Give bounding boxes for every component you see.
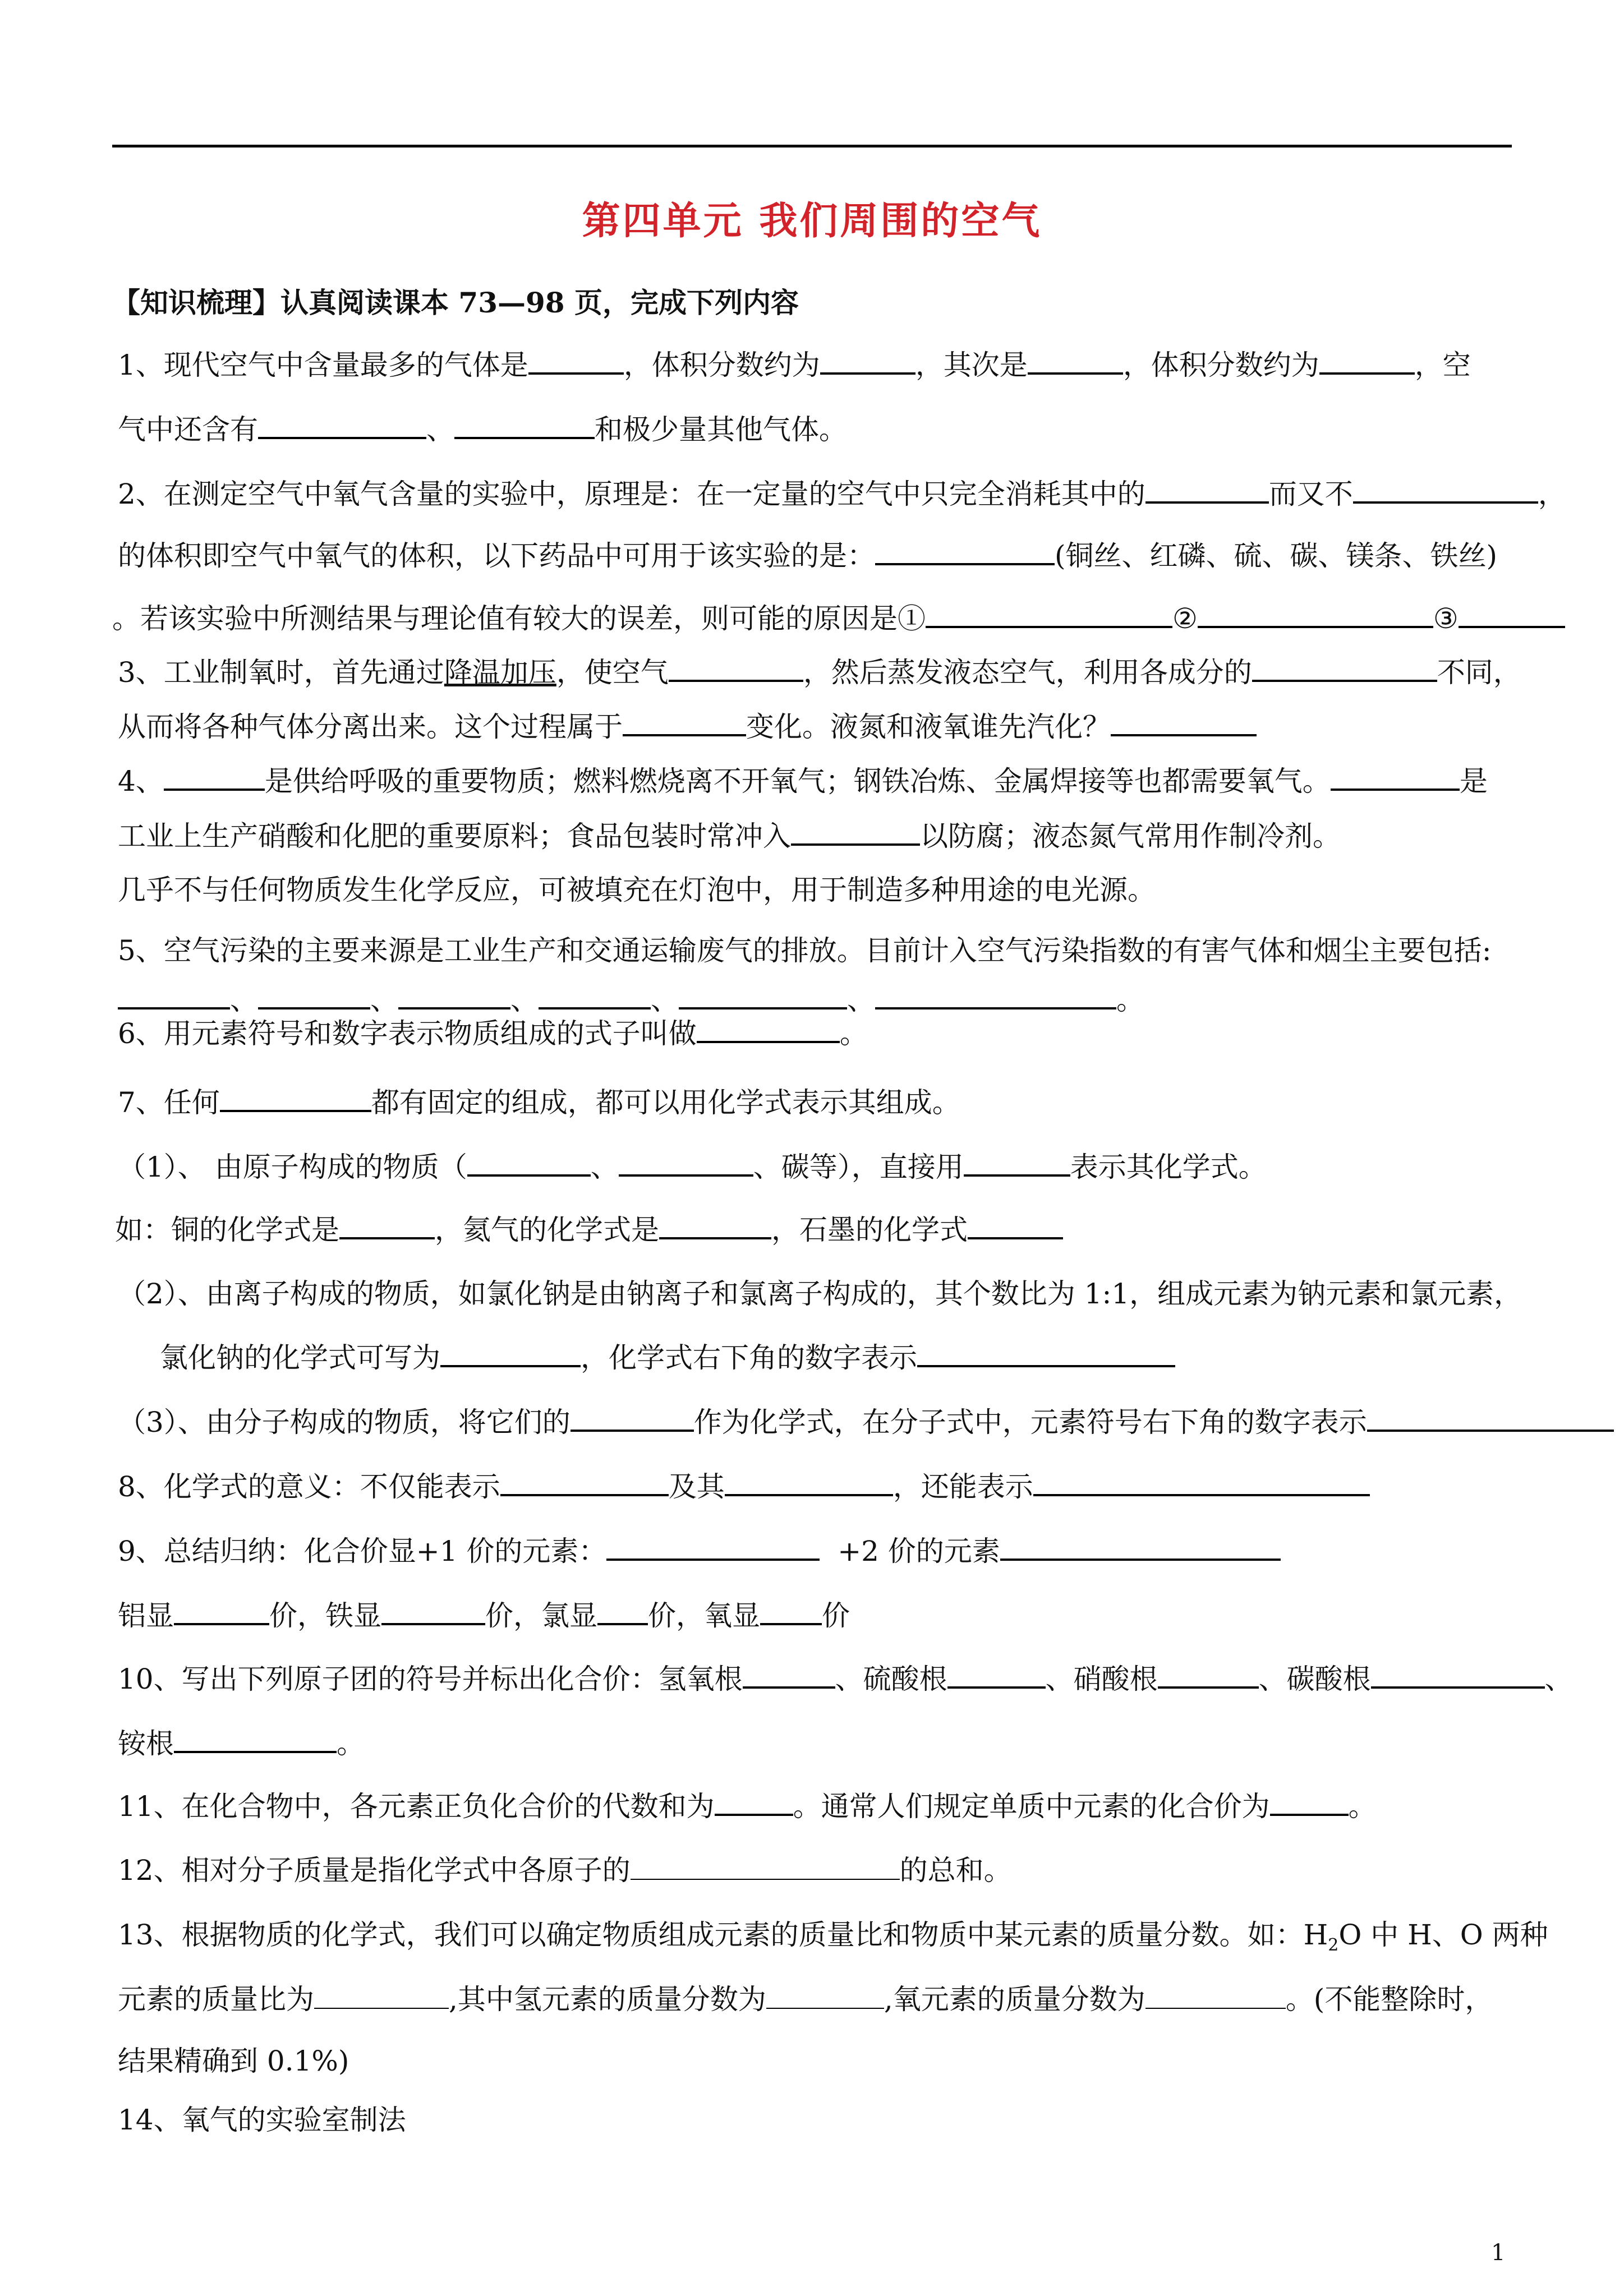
blank[interactable] <box>1033 1469 1370 1496</box>
blank[interactable] <box>659 1212 771 1239</box>
blank[interactable] <box>760 1598 822 1625</box>
question-4-line-2: 工业上生产硝酸和化肥的重要原料；食品包装时常冲入 以防腐；液态氮气常用作制冷剂。 <box>118 820 1341 852</box>
blank[interactable] <box>964 1150 1070 1177</box>
blank[interactable] <box>539 983 651 1009</box>
blank[interactable] <box>398 983 510 1009</box>
question-10-cont: 铵根 。 <box>118 1727 365 1760</box>
question-12: 12、相对分子质量是指化学式中各原子的 的总和。 <box>118 1854 1012 1887</box>
blank[interactable] <box>1353 477 1538 504</box>
question-8: 8、化学式的意义：不仅能表示 及其 ，还能表示 <box>118 1469 1370 1504</box>
blank[interactable] <box>766 1983 884 2009</box>
question-2-line-3: 。若该实验中所测结果与理论值有较大的误差，则可能的原因是① ② ③ <box>112 601 1565 635</box>
section-subtitle: 【知识梳理】认真阅读课本 73—98 页，完成下列内容 <box>112 286 799 319</box>
blank[interactable] <box>725 1469 893 1496</box>
question-7-part-3: （3）、由分子构成的物质，将它们的 作为化学式，在分子式中，元素符号右下角的数字表示 <box>118 1405 1614 1439</box>
question-1-line-1: 1、现代空气中含量最多的气体是 ，体积分数约为 ，其次是 ，体积分数约为 ，空 <box>118 349 1471 381</box>
question-13-note: 结果精确到 0.1%) <box>118 2045 349 2077</box>
question-7-part-2-cont: 氯化钠的化学式可写为 ，化学式右下角的数字表示 <box>160 1340 1175 1375</box>
question-9-valences: 铝显 价，铁显 价，氯显 价，氧显 价 <box>118 1599 850 1632</box>
question-2-line-2: 的体积即空气中氧气的体积，以下药品中可用于该实验的是： (铜丝、红磷、硫、碳、镁条、铁丝) <box>118 540 1498 572</box>
page-title: 第四单元 我们周围的空气 <box>582 199 1042 243</box>
blank[interactable] <box>1158 1662 1259 1689</box>
blank[interactable] <box>597 1598 648 1625</box>
question-1-line-2: 气中还含有 、 和极少量其他气体。 <box>118 413 847 446</box>
blank[interactable] <box>917 1340 1175 1367</box>
header-rule <box>112 145 1512 147</box>
question-7-part-2: （2）、由离子构成的物质，如氯化钠是由钠离子和氯离子构成的，其个数比为 1:1，组成元素为钠元素和氯元素， <box>118 1278 1522 1310</box>
blank[interactable] <box>679 983 847 1009</box>
blank[interactable] <box>1198 601 1433 628</box>
blank[interactable] <box>220 1085 371 1112</box>
blank[interactable] <box>571 1405 694 1432</box>
blank[interactable] <box>1145 477 1269 504</box>
blank[interactable] <box>258 412 426 439</box>
blank[interactable] <box>500 1469 669 1496</box>
blank[interactable] <box>1459 601 1565 628</box>
blank[interactable] <box>875 983 1116 1009</box>
blank[interactable] <box>1367 1405 1614 1432</box>
question-13-cont: 元素的质量比为 ,其中氢元素的质量分数为 ,氧元素的质量分数为 。(不能整除时， <box>118 1983 1493 2016</box>
blank[interactable] <box>669 655 803 682</box>
question-10: 10、写出下列原子团的符号并标出化合价：氢氧根 、硫酸根 、硝酸根 、碳酸根 、 <box>118 1663 1573 1695</box>
blank[interactable] <box>174 1726 337 1753</box>
blank[interactable] <box>440 1340 581 1367</box>
blank[interactable] <box>1000 1534 1281 1561</box>
blank[interactable] <box>947 1662 1046 1689</box>
question-13: 13、根据物质的化学式，我们可以确定物质组成元素的质量比和物质中某元素的质量分数。如：$H_2O$ 中 H、O 两种 <box>118 1919 1548 1955</box>
blank[interactable] <box>467 1150 591 1177</box>
blank[interactable] <box>1270 1789 1349 1816</box>
blank[interactable] <box>697 1016 840 1043</box>
question-7-part-1-examples: 如：铜的化学式是 ，氦气的化学式是 ，石墨的化学式 <box>115 1212 1063 1247</box>
blank[interactable] <box>875 538 1055 565</box>
question-7-part-1: （1）、 由原子构成的物质（ 、 、碳等），直接用 表示其化学式。 <box>118 1151 1267 1183</box>
question-6: 6、用元素符号和数字表示物质组成的式子叫做 。 <box>118 1017 868 1050</box>
question-3-line-1: 3、工业制氧时，首先通过降温加压，使空气 ，然后蒸发液态空气，利用各成分的 不同， <box>118 656 1521 689</box>
blank[interactable] <box>1028 348 1123 375</box>
blank[interactable] <box>623 709 746 736</box>
blank[interactable] <box>381 1598 485 1625</box>
blank[interactable] <box>1319 348 1415 375</box>
question-9: 9、总结归纳：化合价显+1 价的元素： +2 价的元素 <box>118 1534 1281 1568</box>
blank[interactable] <box>528 348 624 375</box>
question-14: 14、氧气的实验室制法 <box>118 2104 406 2136</box>
question-5-line-1: 5、空气污染的主要来源是工业生产和交通运输废气的排放。目前计入空气污染指数的有害气体和烟尘主要包括: <box>118 934 1492 967</box>
blank[interactable] <box>619 1150 753 1177</box>
blank[interactable] <box>743 1662 835 1689</box>
blank[interactable] <box>1371 1662 1545 1689</box>
underlined-term: 降温加压 <box>444 656 556 689</box>
blank[interactable] <box>715 1789 793 1816</box>
blank[interactable] <box>454 412 595 439</box>
blank[interactable] <box>968 1212 1063 1239</box>
blank[interactable] <box>926 601 1172 628</box>
blank[interactable] <box>164 764 265 791</box>
question-4-line-3: 几乎不与任何物质发生化学反应，可被填充在灯泡中，用于制造多种用途的电光源。 <box>118 874 1156 906</box>
question-5-line-2: 、 、 、 、 、 。 <box>118 983 1144 1017</box>
question-11: 11、在化合物中，各元素正负化合价的代数和为 。通常人们规定单质中元素的化合价为 。 <box>118 1790 1377 1823</box>
blank[interactable] <box>820 348 915 375</box>
question-2-line-1: 2、在测定空气中氧气含量的实验中，原理是：在一定量的空气中只完全消耗其中的 而又不 ， <box>118 478 1566 510</box>
blank[interactable] <box>631 1854 900 1880</box>
question-7: 7、任何 都有固定的组成，都可以用化学式表示其组成。 <box>118 1086 960 1119</box>
blank[interactable] <box>339 1212 435 1239</box>
blank[interactable] <box>1252 655 1437 682</box>
question-4-line-1: 4、 是供给呼吸的重要物质；燃料燃烧离不开氧气；钢铁冶炼、金属焊接等也都需要氧气。 是 <box>118 765 1488 797</box>
blank[interactable] <box>118 983 230 1009</box>
blank[interactable] <box>1145 1983 1286 2009</box>
blank[interactable] <box>606 1534 820 1561</box>
blank[interactable] <box>314 1983 449 2009</box>
blank[interactable] <box>1111 709 1257 736</box>
question-3-line-2: 从而将各种气体分离出来。这个过程属于 变化。液氮和液氧谁先汽化？ <box>118 709 1257 744</box>
blank[interactable] <box>258 983 370 1009</box>
blank[interactable] <box>174 1598 269 1625</box>
blank[interactable] <box>1331 764 1460 791</box>
blank[interactable] <box>791 819 920 846</box>
page-number: 1 <box>1491 2240 1506 2266</box>
